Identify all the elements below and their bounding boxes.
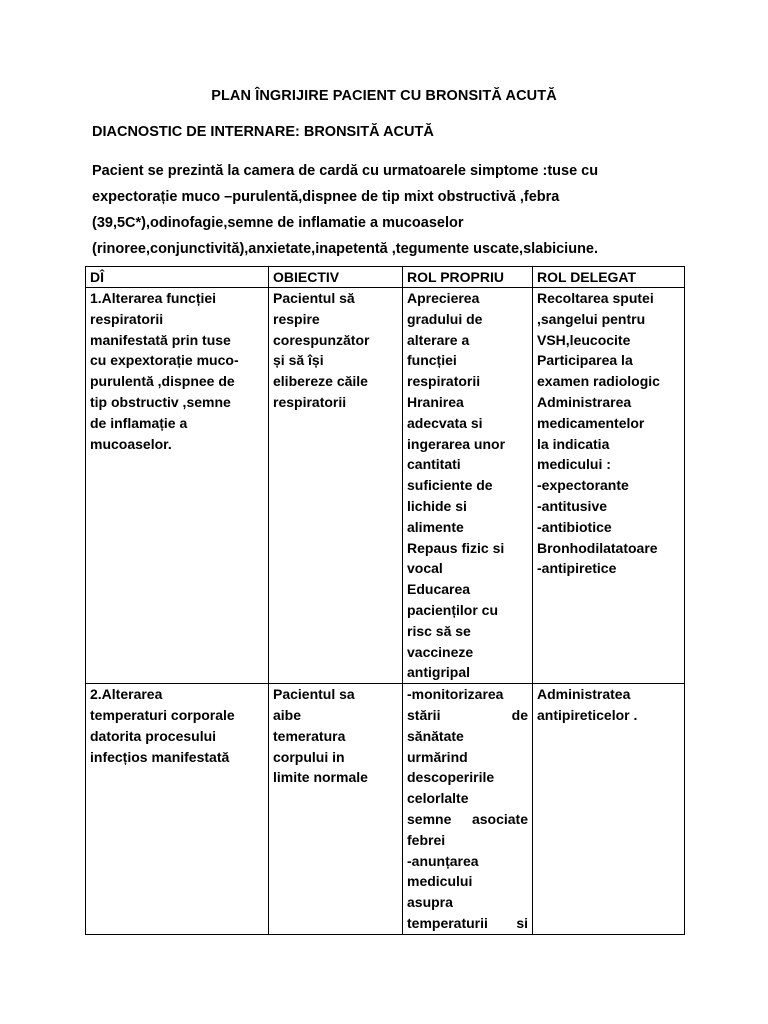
- cell-line: alimente: [407, 518, 464, 535]
- cell-word: descoperirile: [407, 769, 495, 786]
- cell-word: temperaturii: [407, 914, 488, 931]
- cell-line: corpului in: [273, 748, 345, 765]
- cell-di: [86, 288, 269, 684]
- cell-line: cantitati: [407, 456, 461, 473]
- cell-line: vocal: [407, 560, 443, 577]
- cell-rol-delegat: [533, 684, 685, 935]
- cell-line: -expectorante: [537, 477, 629, 494]
- cell-line: 1.Alterarea funcției: [90, 290, 217, 306]
- cell-line: temperaturi corporale: [90, 706, 235, 723]
- cell-line: 2.Alterarea: [90, 686, 163, 703]
- cell-word: -anunțarea: [407, 852, 479, 869]
- cell-line: [407, 747, 528, 768]
- cell-line: infecțios manifestată: [90, 748, 230, 765]
- presentation-line: expectorație muco –purulentă,dispnee de tip mixt obstructivă ,febra: [92, 189, 560, 205]
- cell-line: manifestată prin tuse: [90, 331, 231, 348]
- cell-line: lichide si: [407, 497, 467, 514]
- cell-line: Recoltarea sputei: [537, 290, 654, 306]
- cell-line: [407, 809, 528, 830]
- cell-line: ,sangelui pentru: [537, 310, 646, 327]
- cell-line: -antitusive: [537, 497, 608, 514]
- cell-line: [407, 767, 528, 788]
- cell-line: [407, 830, 528, 851]
- cell-line: respire: [273, 310, 320, 327]
- cell-line: [407, 684, 528, 705]
- cell-word: de: [511, 706, 528, 723]
- cell-word: celorlalte: [407, 790, 469, 807]
- cell-line: temeratura: [273, 727, 346, 744]
- cell-word: -monitorizarea: [407, 686, 504, 703]
- cell-line: gradului de: [407, 310, 483, 327]
- cell-obiectiv: [269, 288, 403, 684]
- cell-line: examen radiologic: [537, 373, 660, 390]
- presentation-line: (39,5C*),odinofagie,semne de inflamatie a mucoaselor: [92, 215, 464, 231]
- cell-word: sănătate: [407, 727, 464, 744]
- patient-presentation: [92, 158, 692, 262]
- cell-line: medicului :: [537, 456, 611, 473]
- cell-line: -antibiotice: [537, 518, 612, 535]
- table-header-row: [86, 267, 685, 288]
- cell-line: Participarea la: [537, 352, 633, 369]
- cell-line: de inflamație a: [90, 414, 188, 431]
- cell-line: [407, 788, 528, 809]
- cell-line: [407, 851, 528, 872]
- cell-line: elibereze căile: [273, 373, 368, 390]
- cell-line: Repaus fizic si: [407, 539, 505, 556]
- cell-line: alterare a: [407, 331, 470, 348]
- cell-word: semne: [407, 810, 452, 827]
- cell-line: aibe: [273, 706, 302, 723]
- cell-rol-propriu: [403, 684, 533, 935]
- care-plan-table: [85, 266, 685, 935]
- cell-line: Bronhodilatatoare: [537, 539, 658, 556]
- cell-line: tip obstructiv ,semne: [90, 393, 231, 410]
- header-rol-propriu: ROL PROPRIU: [403, 267, 533, 288]
- cell-line: purulentă ,dispnee de: [90, 373, 235, 390]
- presentation-line: (rinoree,conjunctivită),anxietate,inapetentă ,tegumente uscate,slabiciune.: [92, 241, 599, 257]
- cell-word: asupra: [407, 894, 453, 911]
- header-obiectiv: OBIECTIV: [269, 267, 403, 288]
- cell-line: respiratorii: [273, 393, 347, 410]
- cell-line: [407, 892, 528, 913]
- cell-line: Hranirea: [407, 393, 464, 410]
- cell-word: medicului: [407, 873, 473, 890]
- cell-line: antigripal: [407, 664, 471, 681]
- cell-line: ingerarea unor: [407, 435, 506, 452]
- document-title: PLAN ÎNGRIJIRE PACIENT CU BRONSITĂ ACUTĂ: [211, 88, 557, 104]
- presentation-line: Pacient se prezintă la camera de cardă cu urmatoarele simptome :tuse cu: [92, 163, 599, 179]
- cell-line: [407, 726, 528, 747]
- cell-line: suficiente de: [407, 477, 493, 494]
- cell-line: datorita procesului: [90, 727, 217, 744]
- cell-line: vaccineze: [407, 643, 474, 660]
- cell-line: [407, 705, 528, 726]
- cell-rol-propriu: [403, 288, 533, 684]
- admission-diagnosis: DIACNOSTIC DE INTERNARE: BRONSITĂ ACUTĂ: [92, 124, 434, 140]
- cell-line: pacienților cu: [407, 601, 499, 618]
- table-row: [86, 684, 685, 935]
- cell-line: Administratea: [537, 686, 631, 703]
- cell-line: Administrarea: [537, 393, 632, 410]
- cell-line: VSH,leucocite: [537, 331, 631, 348]
- cell-line: medicamentelor: [537, 414, 645, 431]
- cell-word: febrei: [407, 831, 446, 848]
- cell-line: la indicatia: [537, 435, 610, 452]
- cell-line: mucoaselor.: [90, 435, 172, 452]
- header-rol-delegat: ROL DELEGAT: [533, 267, 685, 288]
- cell-line: Aprecierea: [407, 290, 480, 306]
- cell-line: corespunzător: [273, 331, 370, 348]
- cell-line: Pacientul să: [273, 290, 355, 306]
- cell-line: respiratorii: [90, 310, 164, 327]
- cell-line: antipireticelor .: [537, 706, 638, 723]
- cell-line: -antipiretice: [537, 560, 617, 577]
- cell-line: Educarea: [407, 581, 471, 598]
- cell-word: urmărind: [407, 748, 468, 765]
- header-di: DÎ: [86, 267, 269, 288]
- cell-line: [407, 913, 528, 934]
- cell-line: [407, 871, 528, 892]
- cell-line: limite normale: [273, 769, 368, 786]
- cell-line: cu expextorație muco-: [90, 352, 239, 369]
- cell-line: Pacientul sa: [273, 686, 355, 703]
- cell-line: risc să se: [407, 622, 471, 639]
- cell-word: asociate: [471, 810, 528, 827]
- cell-line: și să își: [273, 352, 324, 369]
- table-row: [86, 288, 685, 684]
- cell-line: adecvata si: [407, 414, 483, 431]
- cell-line: funcției: [407, 352, 457, 369]
- cell-rol-delegat: [533, 288, 685, 684]
- cell-word: stării: [407, 706, 441, 723]
- cell-di: [86, 684, 269, 935]
- cell-word: si: [516, 914, 528, 931]
- cell-obiectiv: [269, 684, 403, 935]
- cell-line: respiratorii: [407, 373, 481, 390]
